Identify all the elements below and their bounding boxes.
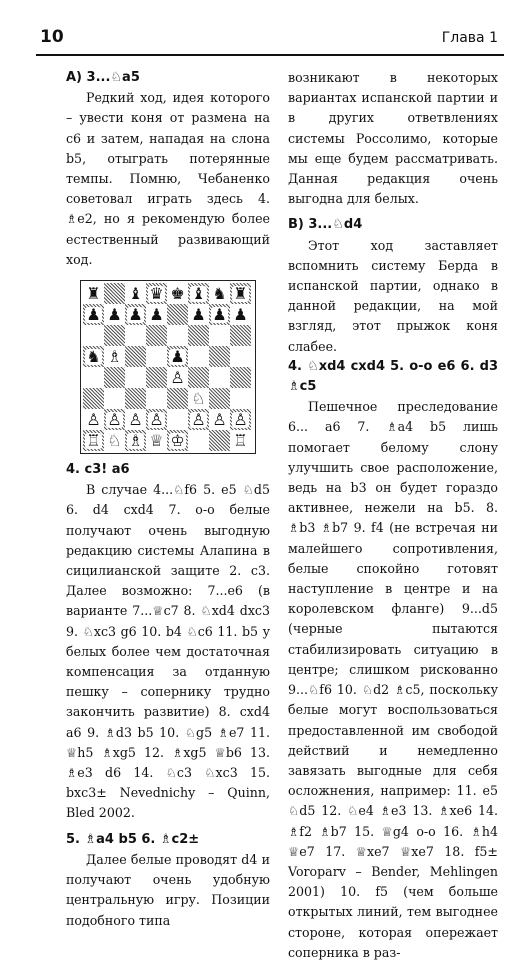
chess-piece: ♟ [170, 346, 185, 366]
chess-piece: ♙ [170, 367, 185, 387]
board-square [146, 346, 167, 367]
board-square [188, 409, 209, 430]
board-square [125, 409, 146, 430]
board-square [125, 388, 146, 409]
board-square [188, 325, 209, 346]
board-square [146, 304, 167, 325]
board-square [188, 430, 209, 451]
board-square [146, 430, 167, 451]
paragraph: Этот ход заставляет вспомнить систему Берда в испанской партии, однако в данной редакции, на мой взгляд, этот прыжок коня слабее. [288, 237, 498, 354]
paragraph: возникают в некоторых вариантах испанской партии и в других ответвлениях системы Россолимо, которые мы еще будем рассматривать. Данная редакция очень выгодна для белых. [288, 70, 498, 207]
board-square [167, 304, 188, 325]
board-square [167, 346, 188, 367]
chess-piece: ♛ [149, 283, 164, 303]
chess-piece: ♞ [86, 346, 101, 366]
board-square [104, 304, 125, 325]
board-square [167, 325, 188, 346]
board-square [230, 430, 251, 451]
chess-piece: ♗ [107, 346, 122, 366]
board-square [209, 283, 230, 304]
paragraph: Редкий ход, идея которого – увести коня от размена на c6 и затем, нападая на слона b5, отыграть потерянные темпы. Помню, Чебаненко советовал играть здесь 4. ♗e2, но я рекомендую более естественный развивающий ход. [66, 90, 270, 267]
board-square [209, 388, 230, 409]
board-square [188, 388, 209, 409]
board-square [104, 409, 125, 430]
chess-piece: ♙ [233, 409, 248, 429]
board-square [83, 388, 104, 409]
board-square [230, 283, 251, 304]
board-square [209, 346, 230, 367]
board-square [125, 367, 146, 388]
chess-piece: ♚ [170, 283, 185, 303]
chess-piece: ♙ [149, 409, 164, 429]
board-square [230, 304, 251, 325]
board-square [230, 325, 251, 346]
chess-piece: ♟ [107, 304, 122, 324]
chess-piece: ♝ [191, 283, 206, 303]
chess-piece: ♗ [128, 430, 143, 450]
board-square [188, 283, 209, 304]
board-square [146, 388, 167, 409]
board-square [230, 409, 251, 430]
move-heading: 4. c3! a6 [66, 462, 130, 478]
board-square [146, 325, 167, 346]
board-square [83, 325, 104, 346]
board-square [125, 304, 146, 325]
paragraph: Далее белые проводят d4 и получают очень удобную центральную игру. Позиции подобного типа [66, 851, 270, 928]
chess-piece: ♔ [170, 430, 185, 450]
page-number: 10 [40, 27, 64, 47]
board-square [83, 346, 104, 367]
chess-piece: ♘ [191, 388, 206, 408]
paragraph: В случае 4...♘f6 5. e5 ♘d5 6. d4 cxd4 7. o-o белые получают очень выгодную редакцию системы Алапина в сицилианской защите 2. c3. Далее возможно: 7...e6 (в варианте 7...♕c7 8. ♘xd4 dxc3 9. ♘xc3 g6 10. b4 ♘c6 11. b5 у белых более чем достаточная компенсация за отданную пешку – сопернику трудно закончить развитие) 8. cxd4 a6 9. ♗d3 b5 10. ♘g5 ♗e7 11. ♕h5 ♗xg5 12. ♗xg5 ♕b6 13. ♗e3 d6 14. ♘c3 ♘xc3 15. bxc3± Nevednichy – Quinn, Bled 2002. [66, 482, 270, 821]
board-square [188, 304, 209, 325]
board-square [83, 430, 104, 451]
chess-piece: ♙ [86, 409, 101, 429]
chess-piece: ♖ [233, 430, 248, 450]
board-square [83, 367, 104, 388]
chess-piece: ♙ [191, 409, 206, 429]
board-square [83, 283, 104, 304]
board-square [230, 388, 251, 409]
board-square [167, 430, 188, 451]
chess-piece: ♖ [86, 430, 101, 450]
board-square [125, 325, 146, 346]
board-square [209, 325, 230, 346]
chess-piece: ♟ [128, 304, 143, 324]
board-square [104, 346, 125, 367]
chess-piece: ♙ [212, 409, 227, 429]
board-square [104, 283, 125, 304]
chess-piece: ♘ [107, 430, 122, 450]
board-square [104, 367, 125, 388]
board-square [209, 304, 230, 325]
board-square [146, 367, 167, 388]
left-column [66, 68, 270, 931]
board-square [125, 346, 146, 367]
board-square [188, 346, 209, 367]
board-square [230, 367, 251, 388]
paragraph: Пешечное преследование 6... a6 7. ♗a4 b5 лишь помогает белому слону улучшить свое расположение, ведь на b3 он будет гораздо активнее, нежели на b5. 8. ♗b3 ♗b7 9. f4 (не встречая ни малейшего сопротивления, белые спокойно готовят наступление в центре и на королевском фланге) 9...d5 (черные пытаются стабилизировать ситуацию в центре; слишком рискованно 9...♘f6 10. ♘d2 ♗c5, поскольку белые могут воспользоваться предоставленной им свободой действий и немедленно завязать выгодные для себя осложнения, например: 11. e5 ♘d5 12. ♘e4 ♗e3 13. ♗xe6 14. ♗f2 ♗b7 15. ♕g4 o-o 16. ♗h4 ♕e7 17. ♕xe7 ♕xe7 18. f5± Voroparv – Bender, Mehlingen 2001) 10. f5 (чем больше открытых линий, тем выгоднее стороне, которая опережает соперника в раз- [288, 399, 498, 960]
section-b-heading: B) 3...♘d4 [288, 217, 363, 233]
board-square [230, 346, 251, 367]
chess-piece: ♜ [233, 283, 248, 303]
chess-diagram [80, 280, 256, 454]
chess-piece: ♞ [212, 283, 227, 303]
chess-piece: ♙ [128, 409, 143, 429]
board-square [104, 325, 125, 346]
chess-piece: ♝ [128, 283, 143, 303]
right-column [288, 68, 498, 963]
board-square [125, 283, 146, 304]
chess-piece: ♙ [107, 409, 122, 429]
chess-piece: ♟ [191, 304, 206, 324]
chess-piece: ♟ [233, 304, 248, 324]
board-square [104, 388, 125, 409]
chapter-title: Глава 1 [441, 30, 498, 46]
section-a-heading: A) 3...♘a5 [66, 70, 140, 85]
board-square [209, 367, 230, 388]
chess-piece: ♟ [149, 304, 164, 324]
move-heading: 5. ♗a4 b5 6. ♗c2± [66, 831, 200, 847]
move-heading: 4. ♘xd4 cxd4 5. o-o e6 6. d3 ♗c5 [288, 358, 498, 395]
board-square [146, 409, 167, 430]
board-square [167, 283, 188, 304]
header-rule [36, 54, 504, 56]
chess-piece: ♟ [86, 304, 101, 324]
board-square [167, 388, 188, 409]
chess-board [83, 283, 253, 451]
board-square [167, 409, 188, 430]
board-square [209, 409, 230, 430]
chess-piece: ♕ [149, 430, 164, 450]
board-square [209, 430, 230, 451]
board-square [83, 409, 104, 430]
chess-piece: ♟ [212, 304, 227, 324]
board-square [125, 430, 146, 451]
board-square [167, 367, 188, 388]
chess-piece: ♜ [86, 283, 101, 303]
board-square [104, 430, 125, 451]
board-square [146, 283, 167, 304]
board-square [188, 367, 209, 388]
board-square [83, 304, 104, 325]
